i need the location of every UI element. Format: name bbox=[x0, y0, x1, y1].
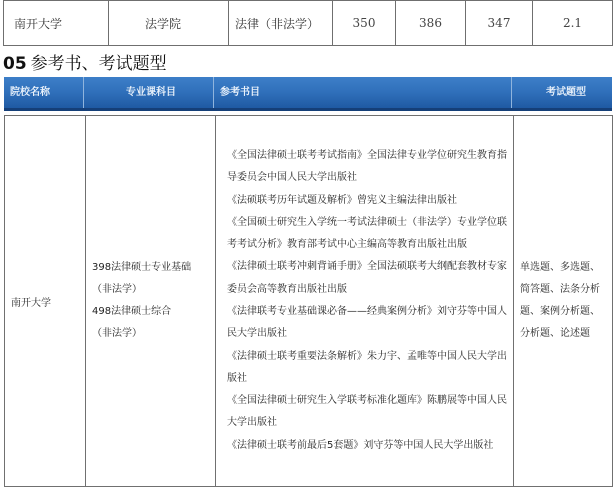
question-types-cell bbox=[514, 116, 613, 487]
subject-line: 498法律硕士综合 bbox=[92, 306, 172, 317]
score-cell-2: 386 bbox=[396, 1, 466, 46]
book-entry: 《法律硕士联考重要法条解析》朱力宇、孟唯等中国人民大学出版社 bbox=[227, 350, 507, 384]
book-entry: 《全国法律硕士研究生入学联考标准化题库》陈鹏展等中国人民大学出版社 bbox=[227, 395, 507, 429]
school-cell: 南开大学 bbox=[4, 1, 109, 46]
header-subjects: 专业课科目 bbox=[84, 77, 214, 108]
header-books: 参考书目 bbox=[214, 77, 512, 108]
table-row bbox=[5, 116, 613, 487]
section-heading bbox=[3, 49, 167, 74]
book-entry: 《全国硕士研究生入学统一考试法律硕士（非法学）专业学位联考考试分析》教育部考试中心主编高等教育出版社出版 bbox=[227, 216, 507, 251]
score-row-table bbox=[3, 0, 613, 46]
books-cell bbox=[216, 116, 514, 487]
section-number: 05 bbox=[3, 54, 27, 74]
major-cell: 法律（非法学） bbox=[229, 1, 333, 46]
subjects-cell bbox=[86, 116, 216, 487]
book-entry: 《法律硕士联考前最后5套题》刘守芬等中国人民大学出版社 bbox=[227, 439, 494, 451]
section-title: 参考书、考试题型 bbox=[30, 54, 167, 74]
school-cell: 南开大学 bbox=[5, 116, 86, 487]
question-type-line: 分析题、论述题 bbox=[520, 328, 590, 339]
college-cell: 法学院 bbox=[109, 1, 229, 46]
question-type-line: 单选题、多选题、 bbox=[520, 262, 600, 273]
ratio-cell: 2.1 bbox=[533, 1, 613, 46]
question-type-line: 简答题、法条分析 bbox=[520, 284, 600, 295]
header-school: 院校名称 bbox=[4, 77, 84, 108]
header-question-types: 考试题型 bbox=[546, 87, 586, 98]
book-entry: 《法律联考专业基础课必备——经典案例分析》刘守芬等中国人民大学出版社 bbox=[227, 306, 507, 340]
book-entry: 《法律硕士联考冲刺背诵手册》全国法硕联考大纲配套教材专家委员会高等教育出版社出版 bbox=[227, 261, 507, 295]
table-header-bar bbox=[4, 77, 612, 111]
subject-line: 398法律硕士专业基础 bbox=[92, 262, 192, 273]
reference-table bbox=[4, 115, 613, 487]
subject-line: （非法学） bbox=[92, 284, 142, 295]
subject-line: （非法学） bbox=[92, 328, 142, 339]
book-entry: 《全国法律硕士联考考试指南》全国法律专业学位研究生教育指导委员会中国人民大学出版社 bbox=[227, 149, 507, 184]
score-cell-3: 347 bbox=[466, 1, 533, 46]
book-entry: 《法硕联考历年试题及解析》曾宪义主编法律出版社 bbox=[227, 194, 457, 206]
question-type-line: 题、案例分析题、 bbox=[520, 306, 600, 317]
table-row bbox=[4, 1, 613, 46]
score-cell-1: 350 bbox=[333, 1, 396, 46]
